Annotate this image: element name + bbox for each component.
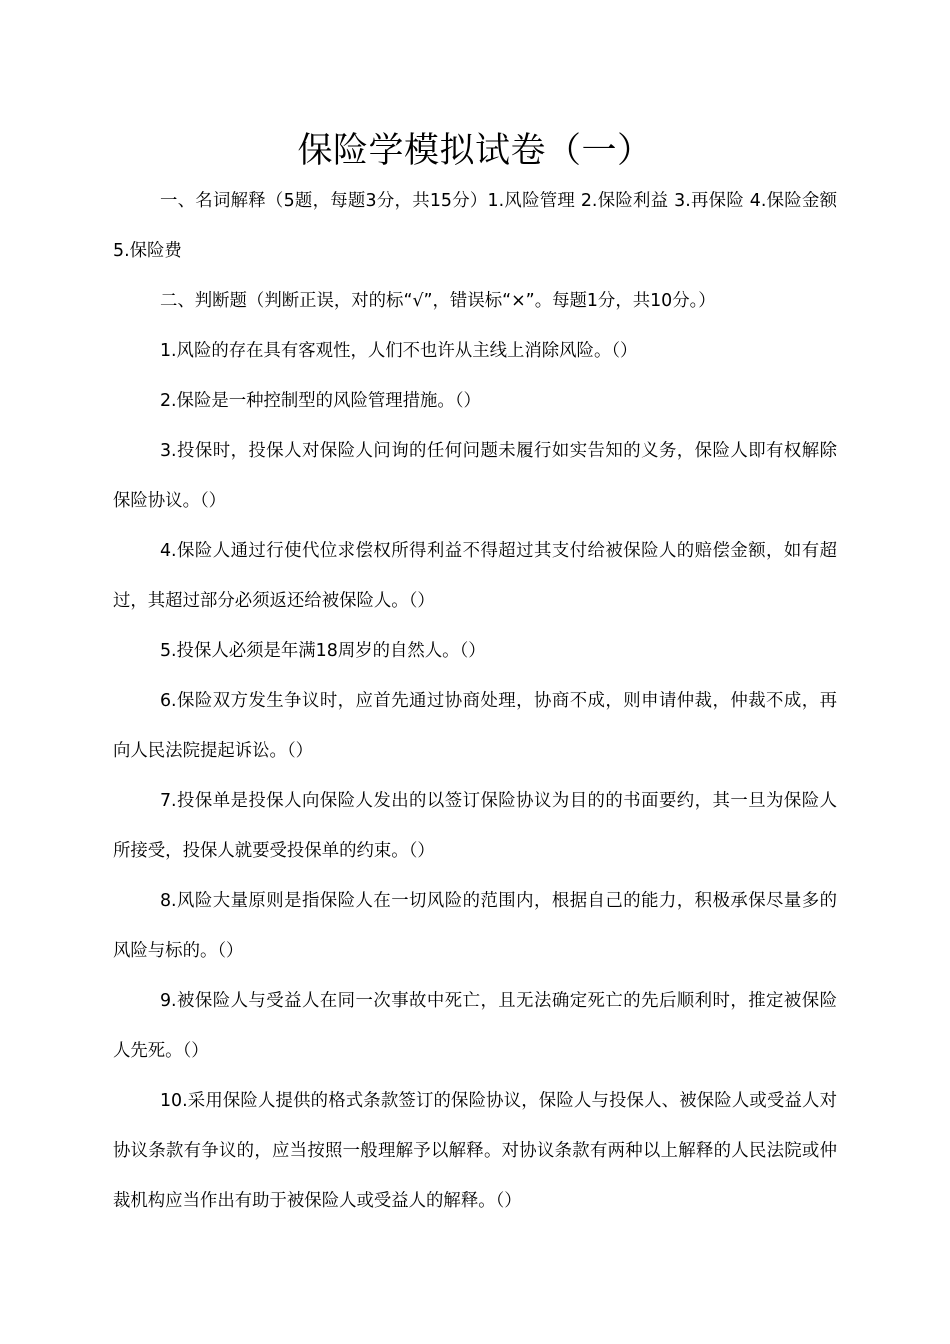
section-2-heading: 二、判断题（判断正误，对的标“√”，错误标“×”。每题1分，共10分。）: [159, 291, 716, 311]
section-1-terms: 一、名词解释（5题，每题3分，共15分）1.风险管理 2.保险利益 3.再保险 4.保险金额 5.保险费: [113, 191, 837, 261]
question-3: 3.投保时，投保人对保险人问询的任何问题未履行如实告知的义务，保险人即有权解除保险协议。（）: [113, 441, 837, 511]
question-2: 2.保险是一种控制型的风险管理措施。（）: [159, 391, 481, 411]
question-10: 10.采用保险人提供的格式条款签订的保险协议，保险人与投保人、被保险人或受益人对协议条款有争议的，应当按照一般理解予以解释。对协议条款有两种以上解释的人民法院或仲裁机构应当作出有助于被保险人或受益人的解释。（）: [113, 1091, 837, 1211]
question-5: 5.投保人必须是年满18周岁的自然人。（）: [159, 641, 486, 661]
question-8: 8.风险大量原则是指保险人在一切风险的范围内，根据自己的能力，积极承保尽量多的风险与标的。（）: [113, 891, 837, 961]
question-4: 4.保险人通过行使代位求偿权所得利益不得超过其支付给被保险人的赔偿金额，如有超过，其超过部分必须返还给被保险人。（）: [113, 541, 837, 611]
question-7: 7.投保单是投保人向保险人发出的以签订保险协议为目的的书面要约，其一旦为保险人所接受，投保人就要受投保单的约束。（）: [113, 791, 837, 861]
document-body: [113, 176, 837, 1226]
document-title: 保险学模拟试卷（一）: [297, 131, 653, 171]
question-9: 9.被保险人与受益人在同一次事故中死亡，且无法确定死亡的先后顺利时，推定被保险人先死。（）: [113, 991, 837, 1061]
question-1: 1.风险的存在具有客观性，人们不也许从主线上消除风险。（）: [159, 341, 638, 361]
question-6: 6.保险双方发生争议时，应首先通过协商处理，协商不成，则申请仲裁，仲裁不成，再向人民法院提起诉讼。（）: [113, 691, 837, 761]
